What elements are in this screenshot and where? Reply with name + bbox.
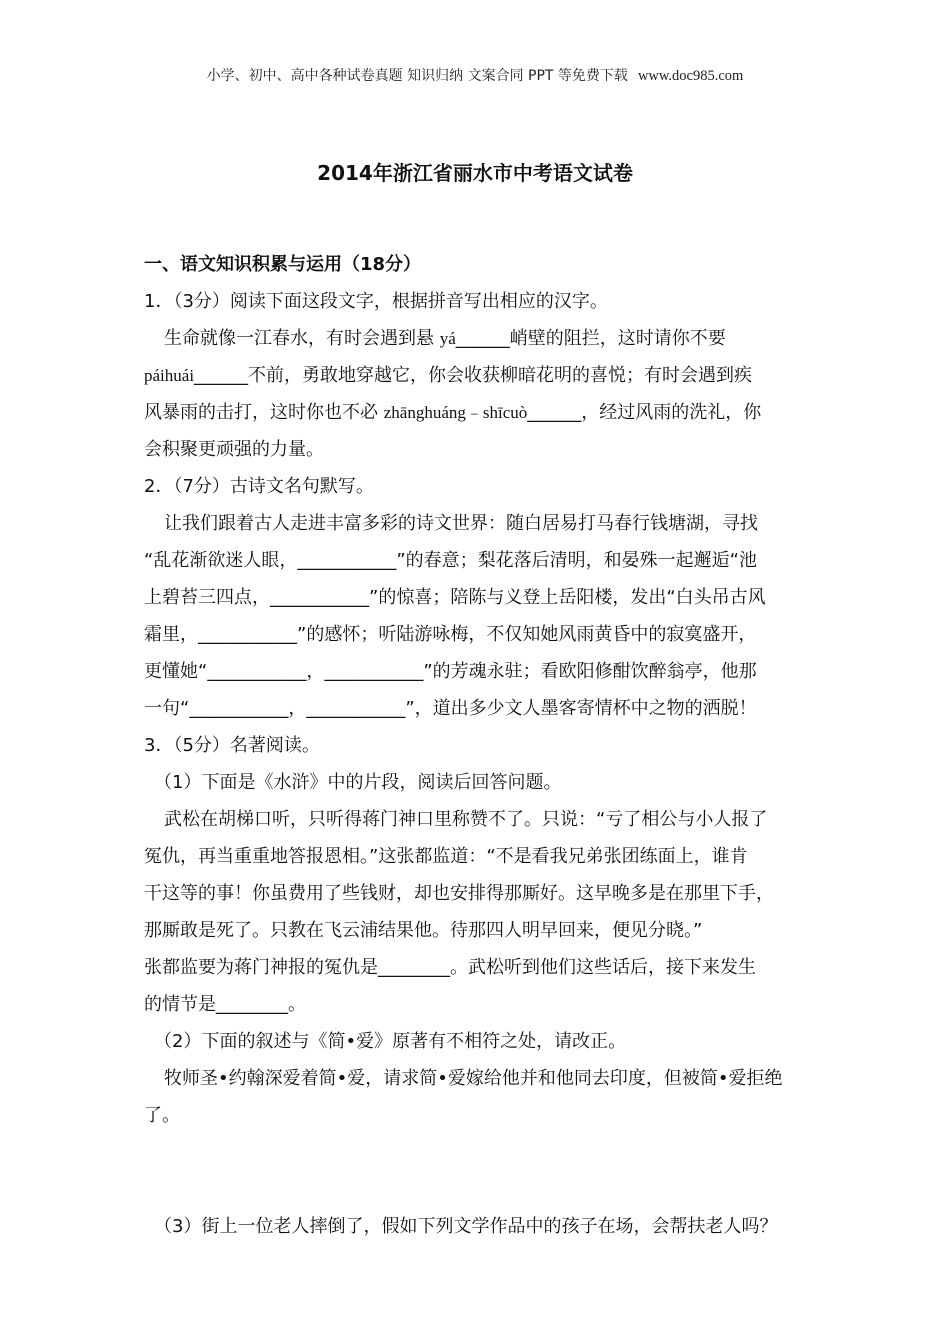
header-url[interactable]: www.doc985.com xyxy=(637,68,744,84)
question-1-line: 生命就像一江春水，有时会遇到悬 yá______峭壁的阻拦，这时请你不要 xyxy=(164,328,726,349)
question-3-part-3: （3）街上一位老人摔倒了，假如下列文学作品中的孩子在场，会帮扶老人吗？ xyxy=(154,1216,778,1237)
question-2-line: 让我们跟着古人走进丰富多彩的诗文世界：随白居易打马春行钱塘湖，寻找 xyxy=(164,513,758,534)
question-3-part-2: （2）下面的叙述与《简•爱》原著有不相符之处，请改正。 xyxy=(154,1031,627,1052)
question-1-line: páihuái______不前，勇敢地穿越它，你会收获柳暗花明的喜悦；有时会遇到疾 xyxy=(144,365,753,386)
question-3-line: 张都监要为蒋门神报的冤仇是________。武松听到他们这些话后，接下来发生 xyxy=(144,957,756,978)
pinyin: zhānghuáng﹣shīcuò xyxy=(383,403,528,422)
pinyin: yá xyxy=(439,329,456,348)
question-3-part-1: （1）下面是《水浒》中的片段，阅读后回答问题。 xyxy=(154,772,562,793)
question-2-line: “乱花渐欲迷人眼，___________”的春意；梨花落后清明，和晏殊一起邂逅“池 xyxy=(144,550,757,571)
question-3-line: 了。 xyxy=(144,1105,180,1126)
question-1-line: 风暴雨的击打，这时你也不必 zhānghuáng﹣shīcuò______，经过风雨的洗礼，你 xyxy=(144,402,762,423)
question-1-stem: 1．（3分）阅读下面这段文字，根据拼音写出相应的汉字。 xyxy=(144,291,608,312)
question-3-line: 牧师圣•约翰深爱着简•爱，请求简•爱嫁给他并和他同去印度，但被简•爱拒绝 xyxy=(164,1068,783,1089)
question-3-line: 的情节是________。 xyxy=(144,994,306,1015)
pinyin: páihuái xyxy=(144,366,195,385)
section-heading: 一、语文知识积累与运用（18分） xyxy=(144,254,422,275)
question-3-line: 武松在胡梯口听，只听得蒋门神口里称赞不了。只说：“亏了相公与小人报了 xyxy=(164,809,768,830)
question-2-stem: 2．（7分）古诗文名句默写。 xyxy=(144,476,374,497)
document-title: 2014年浙江省丽水市中考语文试卷 xyxy=(317,161,633,185)
document-body xyxy=(144,246,814,1245)
question-2-line: 霜里，___________”的感怀；听陆游咏梅，不仅知她风雨黄昏中的寂寞盛开， xyxy=(144,624,757,645)
question-3-stem: 3．（5分）名著阅读。 xyxy=(144,735,320,756)
question-3-line: 那厮敢是死了。只教在飞云浦结果他。待那四人明早回来，便见分晓。” xyxy=(144,920,703,941)
question-2-line: 更懂她“___________，___________”的芳魂永驻；看欧阳修酣饮醉翁亭，他那 xyxy=(144,661,757,682)
page-header xyxy=(0,66,950,86)
question-1-line: 会积聚更顽强的力量。 xyxy=(144,439,324,460)
question-3-line: 冤仇，再当重重地答报恩相。”这张都监道：“不是看我兄弟张团练面上，谁肯 xyxy=(144,846,748,867)
question-2-line: 上碧苔三四点，___________”的惊喜；陪陈与义登上岳阳楼，发出“白头吊古风 xyxy=(144,587,766,608)
header-text: 小学、初中、高中各种试卷真题 知识归纳 文案合同 PPT 等免费下载 xyxy=(206,68,628,84)
question-2-line: 一句“___________，___________”，道出多少文人墨客寄情杯中之物的洒脱！ xyxy=(144,698,757,719)
question-3-line: 干这等的事！你虽费用了些钱财，却也安排得那厮好。这早晚多是在那里下手， xyxy=(144,883,774,904)
blank-space xyxy=(144,1134,814,1208)
